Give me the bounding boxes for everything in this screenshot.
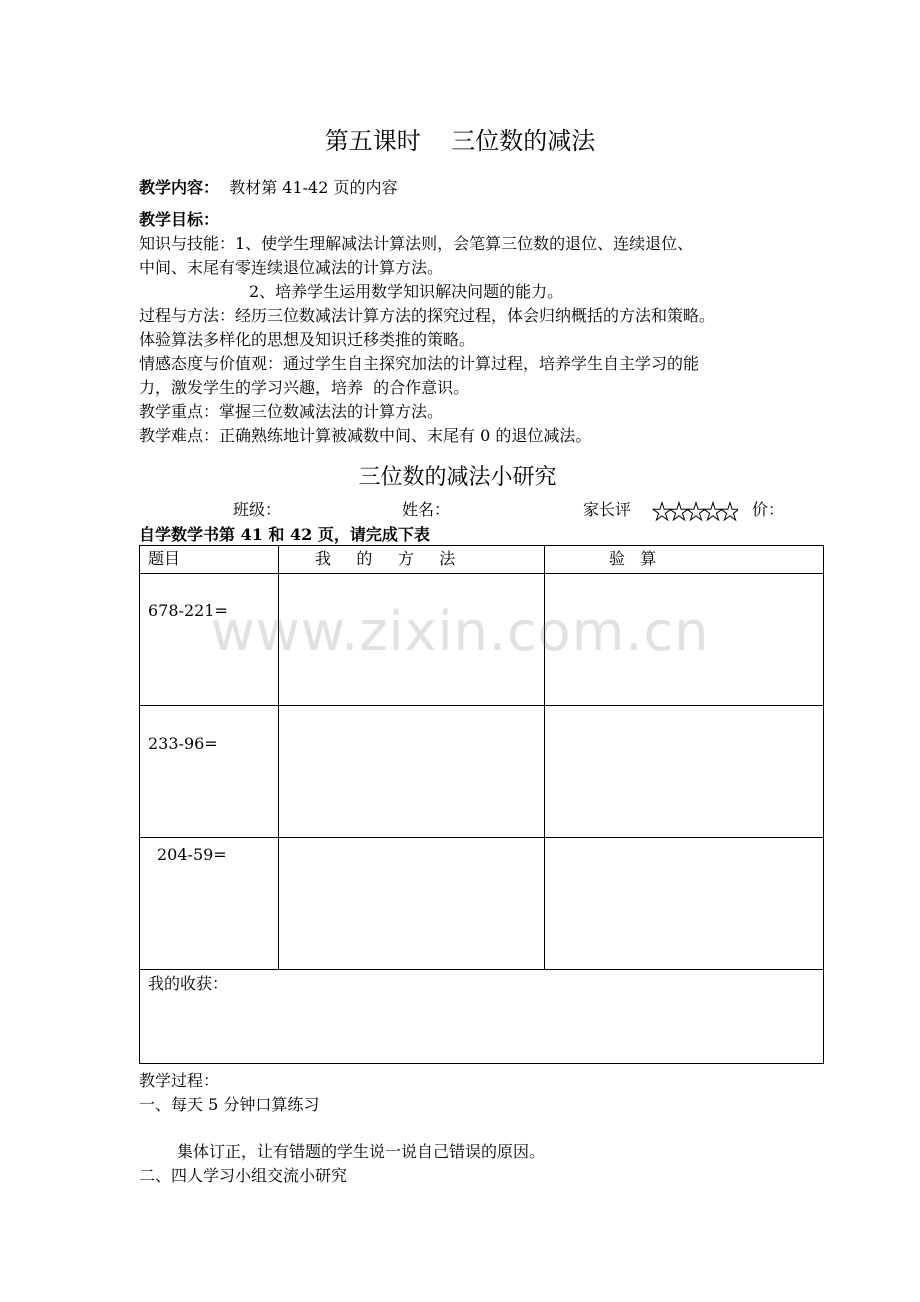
objective-line: 2、培养学生运用数学知识解决问题的能力。 [249, 282, 564, 301]
key-point: 教学重点：掌握三位数减法法的计算方法。 [139, 402, 444, 421]
question-text: 678-221= [148, 601, 228, 620]
teaching-content-value: 教材第 41-42 页的内容 [219, 178, 398, 197]
star-icon [653, 503, 671, 521]
name-label: 姓名： [402, 500, 451, 519]
question-text: 204-59= [157, 845, 227, 864]
page-title: 第五课时 三位数的减法 [324, 127, 596, 155]
objective-line: 过程与方法：经历三位数减法计算方法的探究过程，体会归纳概括的方法和策略。 [139, 306, 716, 325]
method-cell[interactable] [279, 706, 545, 838]
rating-stars [652, 498, 738, 524]
gain-row [140, 970, 824, 1064]
eval-suffix-label: 价： [752, 500, 785, 519]
research-title: 三位数的减法小研究 [358, 465, 557, 490]
process-label: 教学过程： [139, 1071, 220, 1090]
process-step-2: 二、四人学习小组交流小研究 [139, 1166, 348, 1185]
star-icon [670, 503, 688, 521]
header-check: 验 算 [545, 546, 824, 574]
instruction: 自学数学书第 41 和 42 页，请完成下表 [139, 525, 430, 544]
objective-line: 中间、末尾有零连续退位减法的计算方法。 [139, 258, 444, 277]
check-cell[interactable] [545, 838, 824, 970]
header-question: 题目 [140, 546, 279, 574]
difficult-point: 教学难点：正确熟练地计算被减数中间、末尾有 0 的退位减法。 [139, 426, 592, 445]
objective-line: 体验算法多样化的思想及知识迁移类推的策略。 [139, 330, 476, 349]
table-header-row [140, 546, 824, 574]
method-cell[interactable] [279, 838, 545, 970]
objective-line: 知识与技能：1、使学生理解减法计算法则，会笔算三位数的退位、连续退位、 [139, 234, 694, 253]
teaching-content [139, 177, 398, 199]
parent-eval-label: 家长评 [583, 500, 632, 519]
gain-cell[interactable] [140, 970, 824, 1064]
objective-line: 情感态度与价值观：通过学生自主探究加法的计算过程，培养学生自主学习的能 [139, 354, 700, 373]
objectives-label: 教学目标： [139, 210, 220, 229]
question-text: 233-96= [148, 734, 218, 753]
table-row [140, 838, 824, 970]
process-step-1: 一、每天 5 分钟口算练习 [139, 1095, 320, 1114]
teaching-content-label: 教学内容： [139, 178, 220, 197]
question-cell [140, 838, 279, 970]
table-row [140, 706, 824, 838]
process-correction: 集体订正，让有错题的学生说一说自己错误的原因。 [177, 1142, 546, 1161]
question-cell [140, 706, 279, 838]
header-method: 我 的 方 法 [279, 546, 545, 574]
star-icon [704, 503, 722, 521]
check-cell[interactable] [545, 706, 824, 838]
star-icon [687, 503, 705, 521]
objective-line: 力，激发学生的学习兴趣，培养 的合作意识。 [139, 378, 470, 397]
star-icon [721, 503, 738, 521]
watermark: www.zixin.com.cn [210, 600, 710, 663]
class-label: 班级： [233, 500, 282, 519]
gain-label: 我的收获： [148, 974, 229, 993]
